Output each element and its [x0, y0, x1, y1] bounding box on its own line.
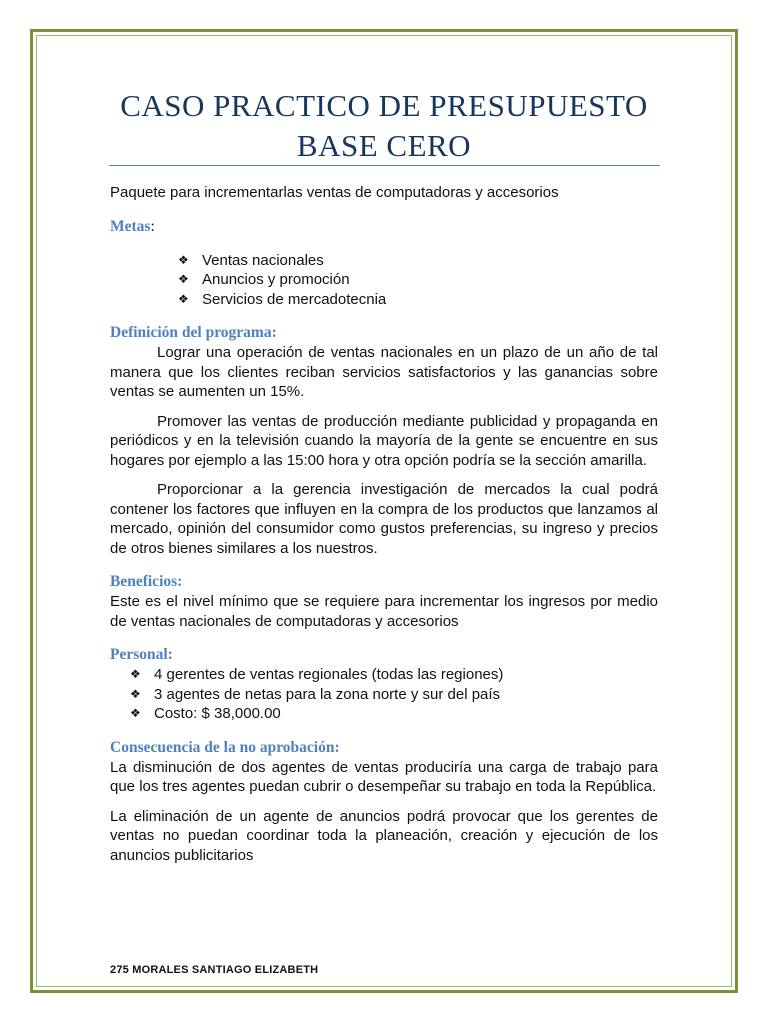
- diamond-star-icon: ❖: [178, 252, 189, 267]
- personal-list: [110, 665, 658, 724]
- personal-item-1: 4 gerentes de ventas regionales (todas las regiones): [154, 666, 504, 683]
- document-body: [110, 183, 658, 865]
- personal-item-3: Costo: $ 38,000.00: [154, 705, 281, 722]
- metas-list: [110, 251, 658, 310]
- list-item: [130, 685, 658, 705]
- definicion-paragraph-3: Proporcionar a la gerencia investigación de mercados la cual podrá contener los factores que influyen en la compra de los productos que lanzamos al mercado, opinión del consumidor como gustos preferencias, su ingreso y precios de otros bienes similares a los nuestros.: [110, 481, 658, 557]
- list-item: [178, 270, 658, 290]
- metas-item-2: Anuncios y promoción: [202, 271, 350, 288]
- consecuencia-paragraph-1: La disminución de dos agentes de ventas produciría una carga de trabajo para que los tres agentes puedan cubrir o desempeñar su trabajo en toda la República.: [110, 758, 658, 795]
- footer-author: 275 MORALES SANTIAGO ELIZABETH: [110, 964, 319, 976]
- list-item: [178, 290, 658, 310]
- definicion-paragraph-2: Promover las ventas de producción mediante publicidad y propaganda en periódicos y en la televisión cuando la mayoría de la gente se encuentre en sus hogares por ejemplo a las 15:00 hora y otra opción podría se la sección amarilla.: [110, 412, 658, 469]
- personal-item-2: 3 agentes de netas para la zona norte y sur del país: [154, 685, 501, 703]
- definicion-paragraph-1: Lograr una operación de ventas nacionales en un plazo de un año de tal manera que los clientes reciban servicios satisfactorios y las ganancias sobre ventas se aumenten un 15%.: [110, 344, 658, 400]
- title-divider: [109, 165, 660, 166]
- consecuencia-paragraph-2: La eliminación de un agente de anuncios podrá provocar que los gerentes de ventas no puedan coordinar toda la planeación, creación y ejecución de los anuncios publicitarios: [110, 807, 658, 864]
- diamond-star-icon: ❖: [178, 291, 189, 306]
- diamond-star-icon: ❖: [130, 667, 141, 681]
- list-item: [130, 665, 658, 685]
- diamond-star-icon: ❖: [130, 706, 141, 720]
- diamond-star-icon: ❖: [130, 686, 141, 701]
- consecuencia-heading: Consecuencia de la no aprobación:: [110, 738, 340, 756]
- beneficios-heading: Beneficios:: [110, 573, 183, 590]
- list-item: [178, 251, 658, 271]
- beneficios-text: Este es el nivel mínimo que se requiere para incrementar los ingresos por medio de ventas nacionales de computadoras y accesorios: [110, 593, 658, 630]
- metas-heading-colon: :: [150, 217, 155, 235]
- title-line-1: CASO PRACTICO DE PRESUPUESTO: [120, 88, 648, 123]
- diamond-star-icon: ❖: [178, 272, 189, 286]
- document-title: [60, 86, 708, 166]
- metas-item-1: Ventas nacionales: [202, 251, 324, 269]
- list-item: [130, 704, 658, 724]
- intro-text: Paquete para incrementarlas ventas de computadoras y accesorios: [110, 184, 559, 201]
- metas-heading-text: Metas: [110, 217, 151, 235]
- metas-heading: [110, 217, 658, 237]
- metas-item-3: Servicios de mercadotecnia: [202, 290, 387, 308]
- title-line-2: BASE CERO: [296, 128, 472, 163]
- definicion-heading: Definición del programa:: [110, 324, 277, 341]
- personal-heading: Personal:: [110, 646, 173, 663]
